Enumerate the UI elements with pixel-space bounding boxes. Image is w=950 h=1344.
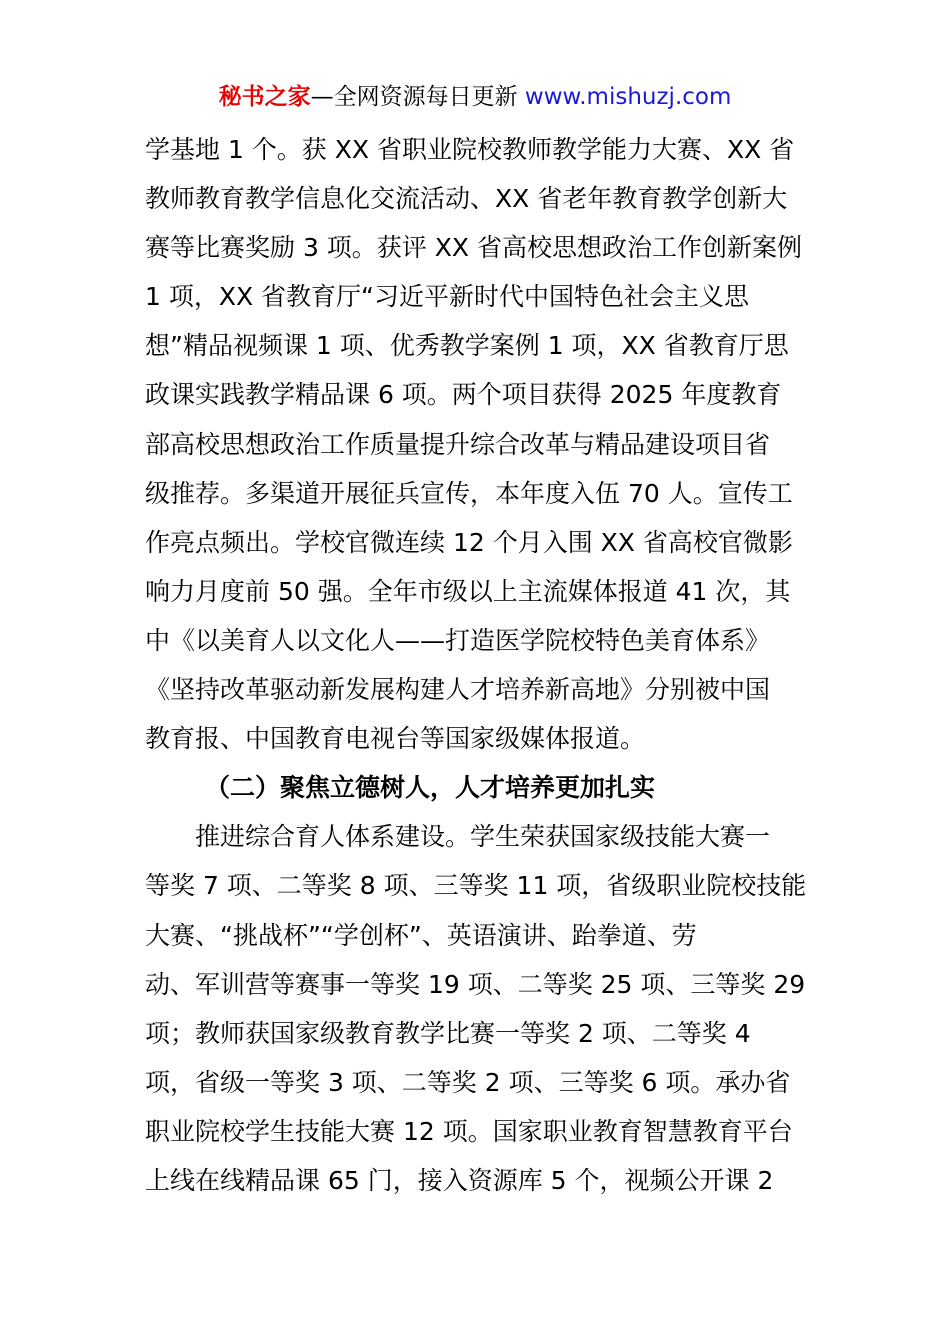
paragraph-line: 教师教育教学信息化交流活动、XX 省老年教育教学创新大 bbox=[145, 184, 788, 214]
paragraph-line: 学基地 1 个。获 XX 省职业院校教师教学能力大赛、XX 省 bbox=[145, 135, 795, 164]
paragraph-line: 政课实践教学精品课 6 项。两个项目获得 2025 年度教育 bbox=[145, 380, 782, 410]
paragraph-line: 上线在线精品课 65 门，接入资源库 5 个，视频公开课 2 bbox=[145, 1165, 774, 1195]
section-heading: （二）聚焦立德树人，人才培养更加扎实 bbox=[205, 773, 656, 803]
paragraph-line: 项；教师获国家级教育教学比赛一等奖 2 项、二等奖 4 bbox=[145, 1018, 751, 1048]
site-header bbox=[0, 80, 950, 114]
paragraph-line: 部高校思想政治工作质量提升综合改革与精品建设项目省 bbox=[145, 429, 771, 459]
paragraph-line: 大赛、“挑战杯”“学创杯”、英语演讲、跆拳道、劳 bbox=[145, 920, 697, 950]
paragraph-line: 1 项，XX 省教育厅“习近平新时代中国特色社会主义思 bbox=[145, 282, 750, 312]
paragraph-line: 教育报、中国教育电视台等国家级媒体报道。 bbox=[145, 724, 646, 754]
paragraph-line: 等奖 7 项、二等奖 8 项、三等奖 11 项，省级职业院校技能 bbox=[145, 871, 807, 901]
paragraph-line: 中《以美育人以文化人——打造医学院校特色美育体系》 bbox=[145, 625, 771, 655]
paragraph-line: 推进综合育人体系建设。学生荣获国家级技能大赛一 bbox=[195, 822, 771, 852]
site-tagline: —全网资源每日更新 bbox=[310, 84, 518, 110]
paragraph-line: 项，省级一等奖 3 项、二等奖 2 项、三等奖 6 项。承办省 bbox=[145, 1067, 791, 1097]
paragraph-line: 响力月度前 50 强。全年市级以上主流媒体报道 41 次，其 bbox=[145, 576, 791, 606]
site-url-link[interactable]: www.mishuzj.com bbox=[524, 84, 732, 110]
paragraph-line: 动、军训营等赛事一等奖 19 项、二等奖 25 项、三等奖 29 bbox=[145, 969, 806, 999]
paragraph-line: 《坚持改革驱动新发展构建人才培养新高地》分别被中国 bbox=[145, 675, 771, 705]
document-body bbox=[145, 125, 810, 1205]
site-brand: 秘书之家 bbox=[218, 84, 311, 110]
paragraph-line: 级推荐。多渠道开展征兵宣传，本年度入伍 70 人。宣传工 bbox=[145, 478, 793, 508]
paragraph-line: 赛等比赛奖励 3 项。获评 XX 省高校思想政治工作创新案例 bbox=[145, 233, 802, 263]
paragraph-line: 职业院校学生技能大赛 12 项。国家职业教育智慧教育平台 bbox=[145, 1116, 793, 1146]
paragraph-line: 作亮点频出。学校官微连续 12 个月入围 XX 省高校官微影 bbox=[145, 527, 793, 557]
paragraph-line: 想”精品视频课 1 项、优秀教学案例 1 项，XX 省教育厅思 bbox=[145, 331, 789, 361]
